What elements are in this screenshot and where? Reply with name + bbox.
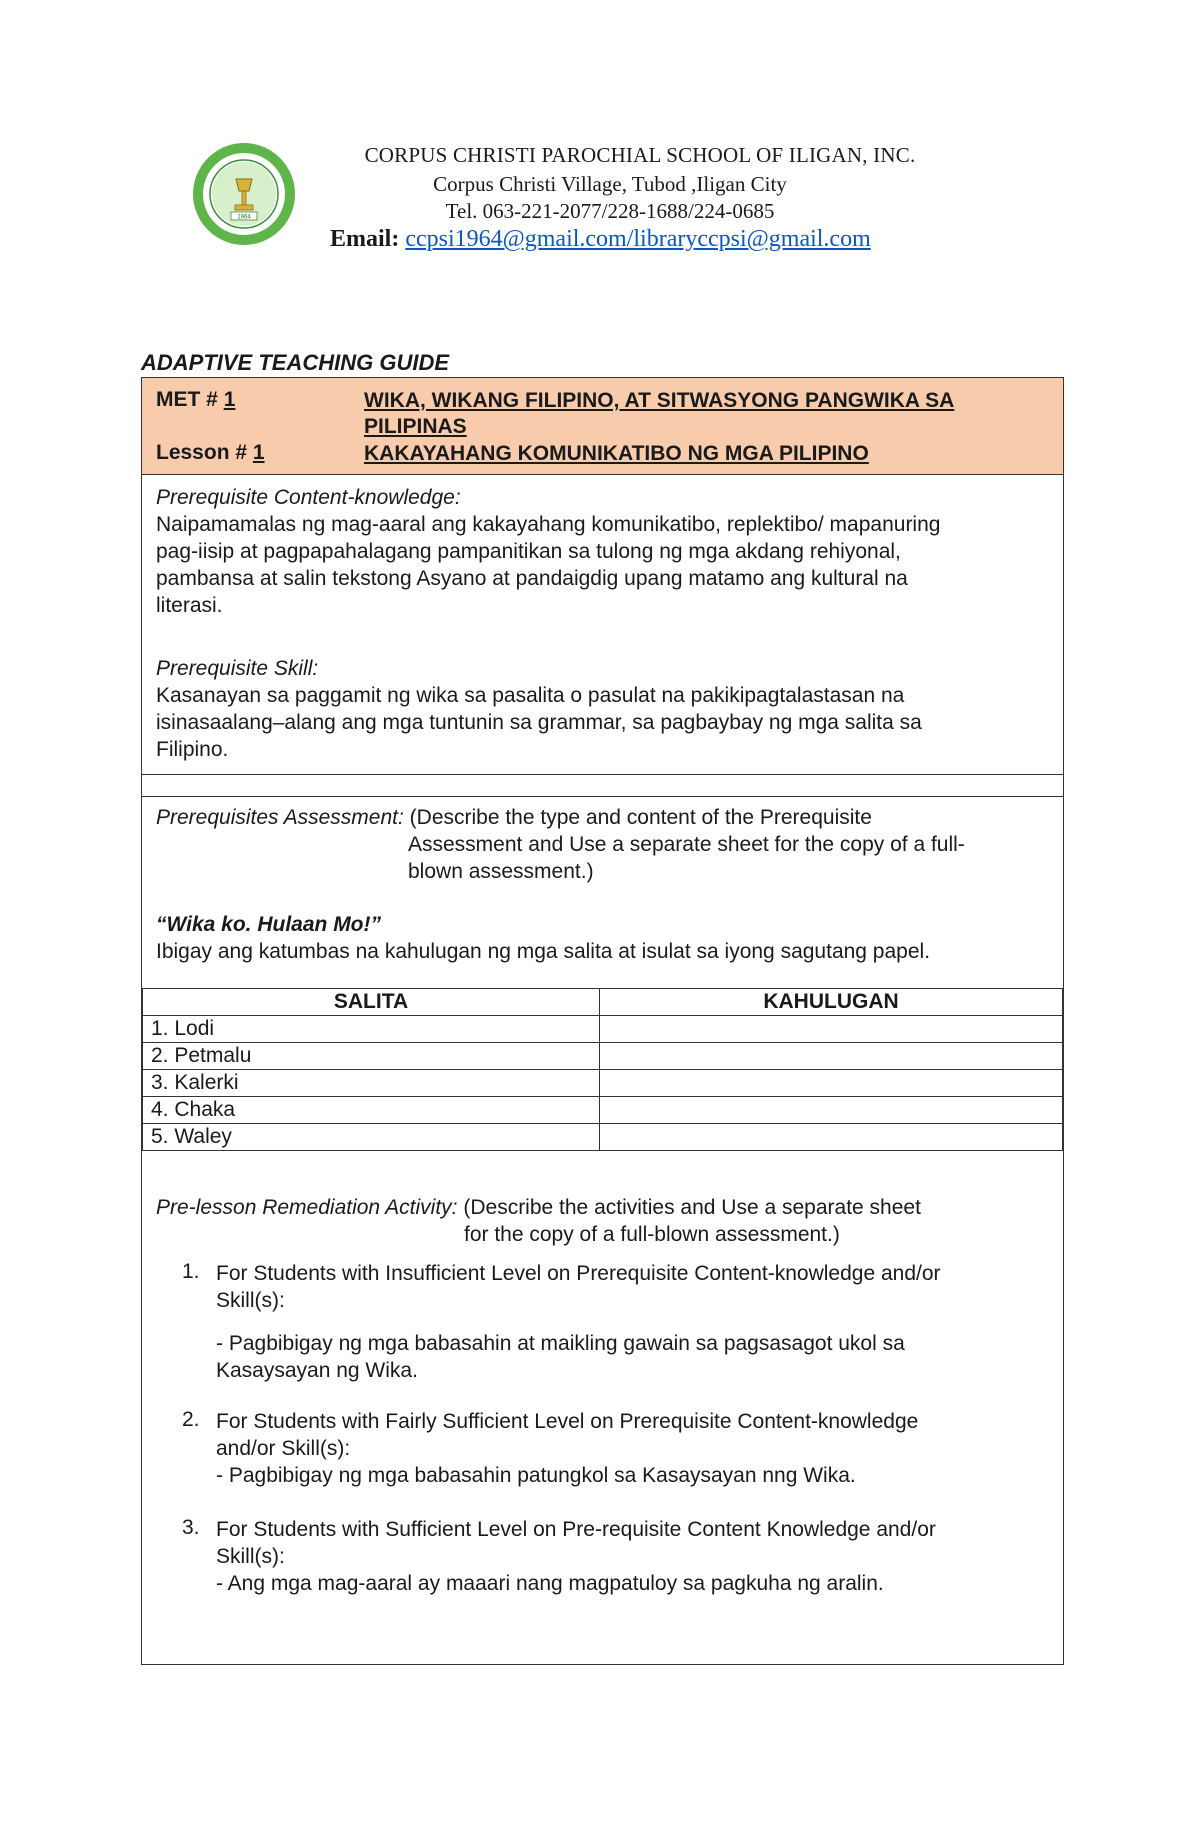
activity-title: “Wika ko. Hulaan Mo!” bbox=[156, 913, 382, 936]
prereq-content-line: pag-iisip at pagpapahalagang pampanitikan sa tulong ng mga akdang rehiyonal, bbox=[156, 540, 901, 563]
divider bbox=[142, 796, 1063, 797]
guide-title: ADAPTIVE TEACHING GUIDE bbox=[141, 350, 450, 375]
prereq-assessment-section bbox=[156, 804, 1051, 965]
email-line bbox=[330, 226, 871, 253]
met-number: 1 bbox=[223, 388, 236, 411]
met-header bbox=[142, 378, 1063, 475]
table-row bbox=[143, 1124, 1063, 1151]
lesson-number: 1 bbox=[252, 441, 265, 464]
prereq-assessment-label: Prerequisites Assessment: bbox=[156, 806, 404, 829]
lesson-label: Lesson # 1 bbox=[156, 441, 265, 464]
list-item: For Students with Fairly Sufficient Level on Prerequisite Content-knowledge and/or Skill(s): - Pagbibigay ng mga babasahin patungkol sa Kasaysayan nng Wika. bbox=[216, 1410, 919, 1487]
remediation-label: Pre-lesson Remediation Activity: bbox=[156, 1196, 458, 1219]
logo-year: 1964 bbox=[237, 214, 251, 221]
met-label: MET # 1 bbox=[156, 388, 236, 411]
list-number: 2. bbox=[182, 1408, 200, 1431]
prereq-assessment-desc: blown assessment.) bbox=[408, 860, 594, 883]
prereq-content-label: Prerequisite Content-knowledge: bbox=[156, 486, 461, 509]
prereq-skill-line: Kasanayan sa paggamit ng wika sa pasalita o pasulat na pakikipagtalastasan na bbox=[156, 684, 905, 707]
salita-cell: 5. Waley bbox=[143, 1124, 600, 1151]
activity-instruction: Ibigay ang katumbas na kahulugan ng mga salita at isulat sa iyong sagutang papel. bbox=[156, 940, 931, 963]
table-row bbox=[143, 1070, 1063, 1097]
salita-cell: 4. Chaka bbox=[143, 1097, 600, 1124]
email-label: Email: bbox=[330, 226, 400, 252]
salita-cell: 2. Petmalu bbox=[143, 1043, 600, 1070]
kahulugan-cell bbox=[600, 1070, 1063, 1097]
list-number: 1. bbox=[182, 1260, 200, 1283]
salita-table bbox=[142, 988, 1063, 1151]
school-address: Corpus Christi Village, Tubod ,Iligan City bbox=[433, 172, 787, 196]
column-header-kahulugan: KAHULUGAN bbox=[600, 989, 1063, 1016]
school-name: CORPUS CHRISTI PAROCHIAL SCHOOL OF ILIGAN, INC. bbox=[364, 143, 916, 167]
salita-cell: 1. Lodi bbox=[143, 1016, 600, 1043]
lesson-title: KAKAYAHANG KOMUNIKATIBO NG MGA PILIPINO bbox=[364, 442, 869, 465]
prereq-assessment-desc: (Describe the type and content of the Prerequisite bbox=[403, 806, 872, 829]
email-link[interactable]: ccpsi1964@gmail.com/libraryccpsi@gmail.com bbox=[405, 226, 871, 252]
remediation-section bbox=[156, 1194, 1051, 1248]
salita-cell: 3. Kalerki bbox=[143, 1070, 600, 1097]
column-header-salita: SALITA bbox=[143, 989, 600, 1016]
list-item: For Students with Insufficient Level on Prerequisite Content-knowledge and/or Skill(s): - Pagbibigay ng mga babasahin at maikling gawain sa pagsasagot ukol sa Kasaysayan ng Wika. bbox=[216, 1262, 941, 1382]
table-row bbox=[143, 1097, 1063, 1124]
prereq-skill-line: Filipino. bbox=[156, 738, 229, 761]
prereq-content-section bbox=[156, 484, 1051, 619]
met-title: WIKA, WIKANG FILIPINO, AT SITWASYONG PANGWIKA SA PILIPINAS bbox=[364, 389, 955, 438]
table-row bbox=[143, 1043, 1063, 1070]
list-item: For Students with Sufficient Level on Pre-requisite Content Knowledge and/or Skill(s): - Ang mga mag-aaral ay maaari nang magpatuloy sa pagkuha ng aralin. bbox=[216, 1518, 936, 1595]
divider bbox=[142, 774, 1063, 775]
prereq-assessment-desc: Assessment and Use a separate sheet for the copy of a full- bbox=[408, 833, 965, 856]
prereq-content-line: literasi. bbox=[156, 594, 223, 617]
table-header-row bbox=[143, 989, 1063, 1016]
guide-frame bbox=[141, 377, 1064, 1665]
list-number: 3. bbox=[182, 1516, 200, 1539]
remediation-desc: (Describe the activities and Use a separate sheet bbox=[457, 1196, 921, 1219]
kahulugan-cell bbox=[600, 1043, 1063, 1070]
prereq-skill-label: Prerequisite Skill: bbox=[156, 657, 319, 680]
table-row bbox=[143, 1016, 1063, 1043]
prereq-skill-line: isinasaalang–alang ang mga tuntunin sa grammar, sa pagbaybay ng mga salita sa bbox=[156, 711, 922, 734]
prereq-content-line: pambansa at salin tekstong Asyano at pandaigdig upang matamo ang kultural na bbox=[156, 567, 908, 590]
kahulugan-cell bbox=[600, 1124, 1063, 1151]
prereq-skill-section bbox=[156, 655, 1051, 763]
prereq-content-line: Naipamamalas ng mag-aaral ang kakayahang komunikatibo, replektibo/ mapanuring bbox=[156, 513, 941, 536]
kahulugan-cell bbox=[600, 1097, 1063, 1124]
remediation-desc: for the copy of a full-blown assessment.) bbox=[464, 1223, 840, 1246]
kahulugan-cell bbox=[600, 1016, 1063, 1043]
school-telephone: Tel. 063-221-2077/228-1688/224-0685 bbox=[445, 199, 775, 223]
